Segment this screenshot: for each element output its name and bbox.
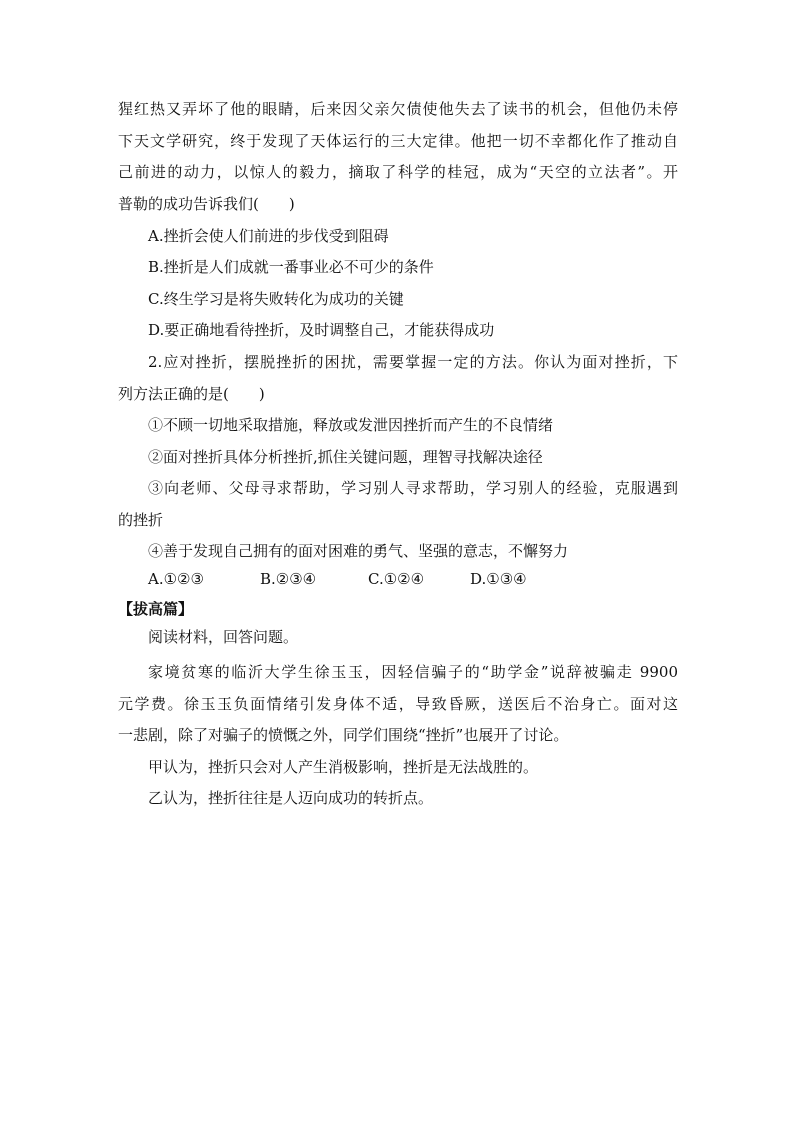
q1-option-d: D.要正确地看待挫折，及时调整自己，才能获得成功	[148, 321, 495, 339]
q1-option-c: C.终生学习是将失败转化为成功的关键	[148, 290, 404, 308]
view-a: 甲认为，挫折只会对人产生消极影响，挫折是无法战胜的。	[148, 758, 539, 776]
q2-item-3-line-1: ③向老师、父母寻求帮助，学习别人寻求帮助，学习别人的经验，克服遇到	[148, 479, 678, 497]
q2-item-2: ②面对挫折具体分析挫折,抓住关键问题，理智寻找解决途径	[148, 448, 543, 466]
paragraph-line-1: 猩红热又弄坏了他的眼睛，后来因父亲欠债使他失去了读书的机会，但他仍未停	[118, 100, 678, 118]
paragraph-line-3: 己前进的动力，以惊人的毅力，摘取了科学的桂冠，成为“天空的立法者”。开	[118, 163, 678, 181]
q2-item-4: ④善于发现自己拥有的面对困难的勇气、坚强的意志，不懈努力	[148, 542, 569, 560]
view-b: 乙认为，挫折往往是人迈向成功的转折点。	[148, 789, 434, 807]
q2-item-1: ①不顾一切地采取措施，释放或发泄因挫折而产生的不良情绪	[148, 416, 554, 434]
q2-item-3-line-2: 的挫折	[118, 511, 164, 529]
instruction: 阅读材料，回答问题。	[148, 628, 299, 646]
paragraph-line-2: 下天文学研究，终于发现了天体运行的三大定律。他把一切不幸都化作了推动自	[118, 132, 678, 150]
q1-option-a: A.挫折会使人们前进的步伐受到阻碍	[148, 227, 389, 245]
material-line-2: 元学费。徐玉玉负面情绪引发身体不适，导致昏厥，送医后不治身亡。面对这	[118, 695, 678, 713]
question-1-prompt: 普勒的成功告诉我们( )	[118, 195, 295, 213]
material-line-1: 家境贫寒的临沂大学生徐玉玉，因轻信骗子的“助学金”说辞被骗走 9900	[148, 663, 678, 681]
section-heading: 【拔高篇】	[118, 600, 194, 618]
material-line-3: 一悲剧，除了对骗子的愤慨之外，同学们围绕“挫折”也展开了讨论。	[118, 726, 569, 744]
q2-answer-a: A.①②③	[148, 570, 204, 588]
q2-answer-options	[148, 569, 568, 589]
q1-option-b: B.挫折是人们成就一番事业必不可少的条件	[148, 258, 434, 276]
q2-answer-d: D.①③④	[470, 570, 527, 588]
question-2-stem-line-1: 2.应对挫折，摆脱挫折的困扰，需要掌握一定的方法。你认为面对挫折，下	[148, 353, 678, 371]
q2-answer-b: B.②③④	[260, 570, 317, 588]
q2-answer-c: C.①②④	[368, 570, 425, 588]
question-2-stem-line-2: 列方法正确的是( )	[118, 385, 265, 403]
